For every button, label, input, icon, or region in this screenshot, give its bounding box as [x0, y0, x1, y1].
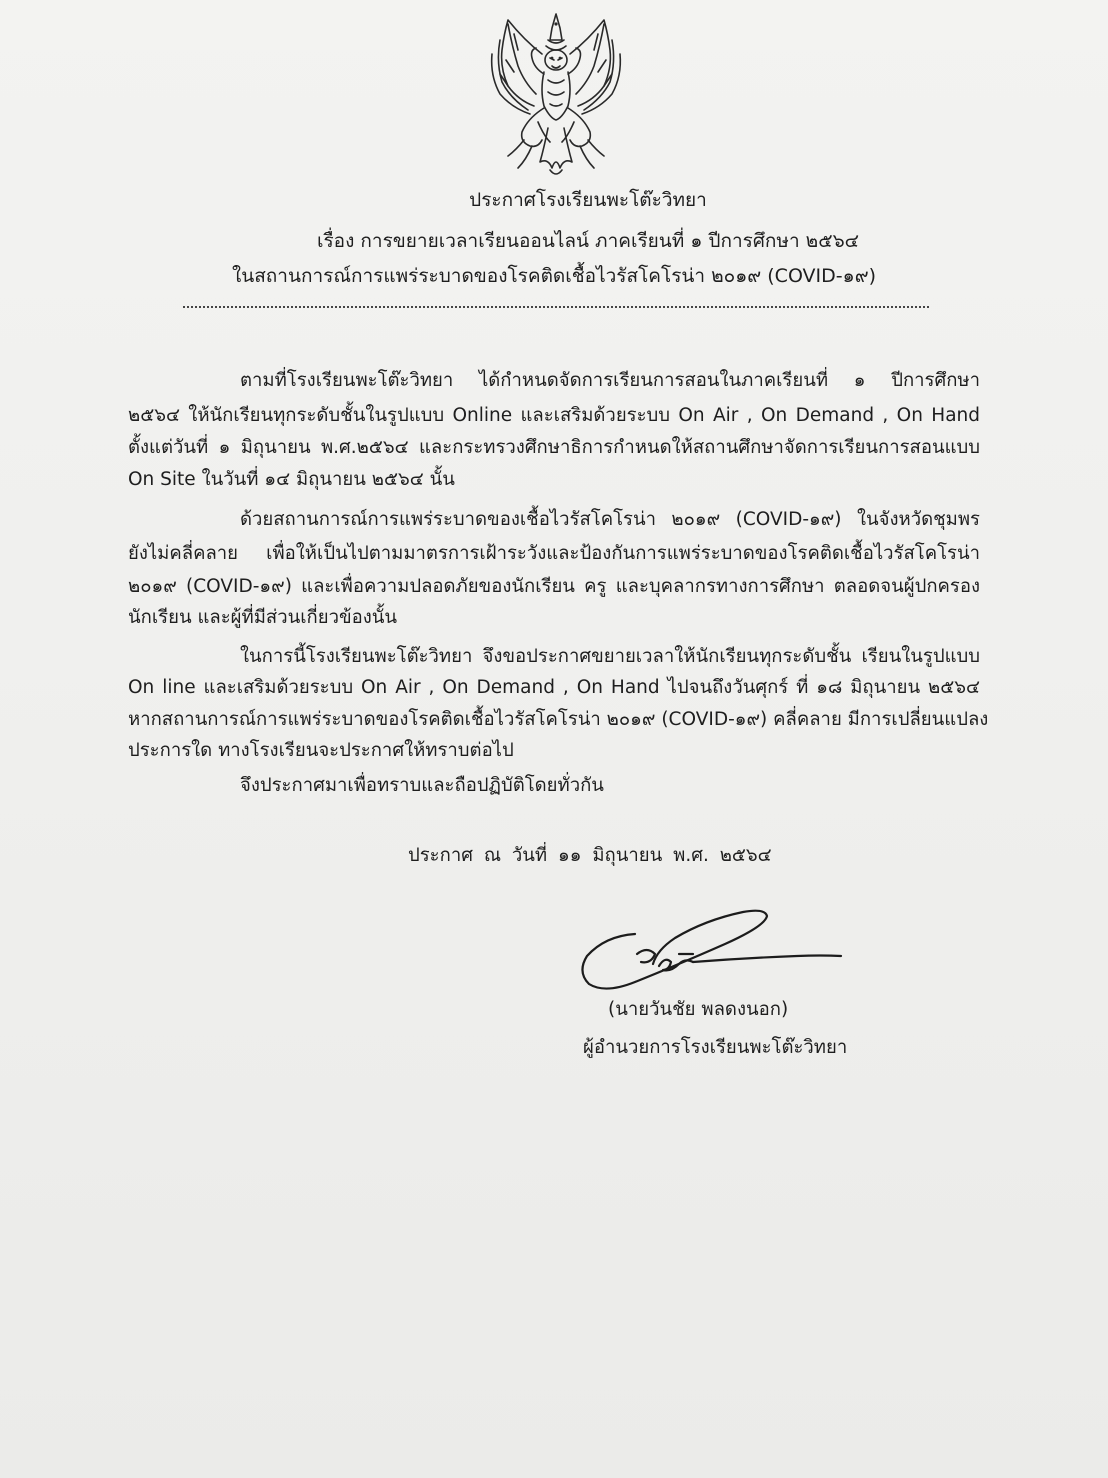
paragraph-line: ตามที่โรงเรียนพะโต๊ะวิทยา ได้กำหนดจัดการเรียนการสอนในภาคเรียนที่ ๑ ปีการศึกษา	[240, 370, 980, 391]
dotted-divider	[183, 306, 929, 308]
garuda-emblem-icon	[478, 10, 634, 182]
paragraph-line: ในการนี้โรงเรียนพะโต๊ะวิทยา จึงขอประกาศขยายเวลาให้นักเรียนทุกระดับชั้น เรียนในรูปแบบ	[240, 646, 980, 667]
paragraph-line: ๒๕๖๔ ให้นักเรียนทุกระดับชั้นในรูปแบบ Online และเสริมด้วยระบบ On Air , On Demand , On Hand	[128, 405, 980, 426]
paragraph-line: ตั้งแต่วันที่ ๑ มิถุนายน พ.ศ.๒๕๖๔ และกระทรวงศึกษาธิการกำหนดให้สถานศึกษาจัดการเรียนการสอนแบบ	[128, 437, 980, 458]
closing-statement: จึงประกาศมาเพื่อทราบและถือปฏิบัติโดยทั่วกัน	[240, 775, 604, 796]
announcement-date: ประกาศ ณ วันที่ ๑๑ มิถุนายน พ.ศ. ๒๕๖๔	[408, 845, 772, 866]
signer-name: (นายวันชัย พลดงนอก)	[608, 999, 789, 1020]
signer-title: ผู้อำนวยการโรงเรียนพะโต๊ะวิทยา	[583, 1037, 848, 1058]
paragraph-line: หากสถานการณ์การแพร่ระบาดของโรคติดเชื้อไวรัสโคโรน่า ๒๐๑๙ (COVID-๑๙) คลี่คลาย มีการเปลี่ยนแปลง	[128, 709, 989, 730]
announcement-subject: เรื่อง การขยายเวลาเรียนออนไลน์ ภาคเรียนที่ ๑ ปีการศึกษา ๒๕๖๔	[316, 230, 860, 252]
paragraph-line: ด้วยสถานการณ์การแพร่ระบาดของเชื้อไวรัสโคโรน่า ๒๐๑๙ (COVID-๑๙) ในจังหวัดชุมพร	[240, 509, 980, 530]
paragraph-line: On line และเสริมด้วยระบบ On Air , On Demand , On Hand ไปจนถึงวันศุกร์ ที่ ๑๘ มิถุนายน ๒๕๖๔	[128, 677, 980, 698]
handwritten-signature-icon	[575, 906, 845, 998]
announcement-heading: ประกาศโรงเรียนพะโต๊ะวิทยา	[469, 189, 707, 211]
paragraph-line: ประการใด ทางโรงเรียนจะประกาศให้ทราบต่อไป	[128, 740, 514, 761]
paragraph-line: นักเรียน และผู้ที่มีส่วนเกี่ยวข้องนั้น	[128, 607, 398, 628]
paragraph-line: ๒๐๑๙ (COVID-๑๙) และเพื่อความปลอดภัยของนักเรียน ครู และบุคลากรทางการศึกษา ตลอดจนผู้ปกครอง	[128, 576, 980, 597]
paragraph-line: On Site ในวันที่ ๑๔ มิถุนายน ๒๕๖๔ นั้น	[128, 469, 455, 490]
announcement-context: ในสถานการณ์การแพร่ระบาดของโรคติดเชื้อไวรัสโคโรน่า ๒๐๑๙ (COVID-๑๙)	[231, 265, 877, 287]
paragraph-line: ยังไม่คลี่คลาย เพื่อให้เป็นไปตามมาตรการเฝ้าระวังและป้องกันการแพร่ระบาดของโรคติดเชื้อไวรัสโคโรน่า	[128, 543, 980, 564]
